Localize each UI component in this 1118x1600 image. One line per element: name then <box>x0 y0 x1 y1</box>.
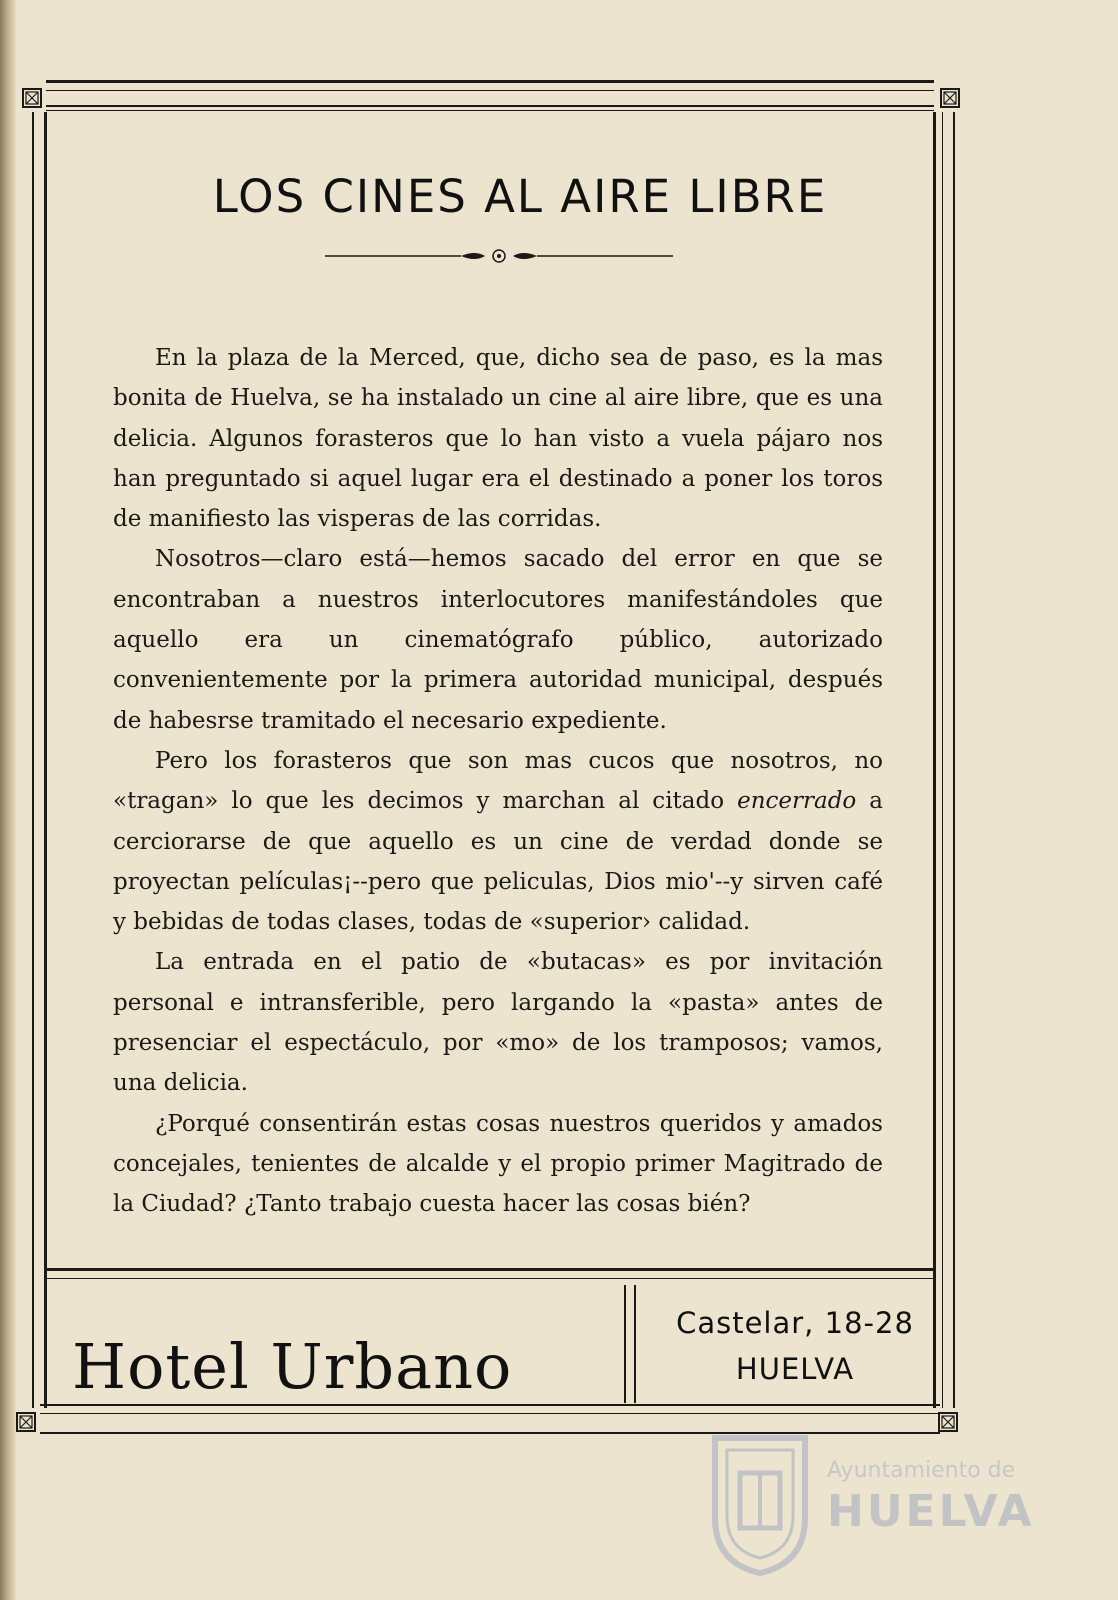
page-binding-edge <box>0 0 16 1600</box>
corner-cross-icon <box>18 1414 34 1430</box>
hotel-street-address: Castelar, 18-28 <box>676 1306 914 1340</box>
frame-top-rule-inner2 <box>46 110 934 111</box>
frame-bottom-rule-mid <box>40 1413 940 1414</box>
hotel-city: HUELVA <box>735 1352 855 1386</box>
hotel-name: Hotel Urbano <box>72 1330 513 1403</box>
watermark-line1: Ayuntamiento de <box>827 1458 1016 1483</box>
frame-right-mid <box>942 112 943 1408</box>
ad-top-rule-inner <box>46 1278 934 1279</box>
article-title: LOS CINES AL AIRE LIBRE <box>212 170 828 223</box>
article-paragraph <box>113 741 883 942</box>
frame-left-inner <box>44 112 47 1408</box>
city-shield-icon <box>705 1428 815 1578</box>
article-paragraph: La entrada en el patio de «butacas» es por invitación personal e intransferible, pero largando la «pasta» antes de presenciar el espectáculo, por «mo» de los tramposos; vamos, una delicia. <box>113 949 883 1097</box>
archive-watermark <box>705 1428 1035 1578</box>
frame-bottom-rule-top <box>40 1404 940 1406</box>
frame-top-rule-inner <box>46 105 934 107</box>
paragraph-text: Pero los forasteros que son mas cucos que nosotros, no «tragan» lo que les decimos y marchan al citado <box>113 747 883 815</box>
corner-ornament-bottom-left <box>16 1412 36 1432</box>
corner-ornament-top-left <box>22 88 42 108</box>
paragraph-text: a cerciorarse de que aquello es un cine de verdad donde se proyectan películas¡--pero que peliculas, Dios mio'--y sirven café y bebidas de todas clases, todas de «superior› calidad. <box>113 788 883 936</box>
article-paragraph: En la plaza de la Merced, que, dicho sea de paso, es la mas bonita de Huelva, se ha instalado un cine al aire libre, que es una delicia. Algunos forasteros que lo han visto a vuela pájaro nos han preguntado si aquel lugar era el destinado a poner los toros de manifiesto las visperas de las corridas. <box>113 345 883 533</box>
corner-cross-icon <box>942 90 958 106</box>
italic-word: encerrado <box>737 788 857 815</box>
article-paragraph: Nosotros—claro está—hemos sacado del error en que se encontraban a nuestros interlocutores manifestándoles que aquello era un cinematógrafo público, autorizado convenientemente por la primera autoridad municipal, después de habesrse tramitado el necesario expediente. <box>113 546 883 734</box>
article-body <box>113 338 883 1225</box>
frame-left-outer <box>32 112 34 1408</box>
ad-top-rule-outer <box>46 1268 934 1271</box>
frame-top-rule-outer <box>46 80 934 83</box>
title-divider-ornament <box>325 248 673 264</box>
frame-right-inner <box>933 112 936 1408</box>
frame-top-rule-mid <box>46 90 934 91</box>
article-paragraph: ¿Porqué consentirán estas cosas nuestros queridos y amados concejales, tenientes de alcalde y el propio primer Magitrado de la Ciudad? ¿Tanto trabajo cuesta hacer las cosas bién? <box>113 1110 883 1218</box>
ad-divider-right <box>634 1285 636 1403</box>
corner-ornament-top-right <box>940 88 960 108</box>
frame-right-outer <box>953 112 955 1408</box>
watermark-line2: HUELVA <box>827 1486 1035 1537</box>
corner-cross-icon <box>24 90 40 106</box>
